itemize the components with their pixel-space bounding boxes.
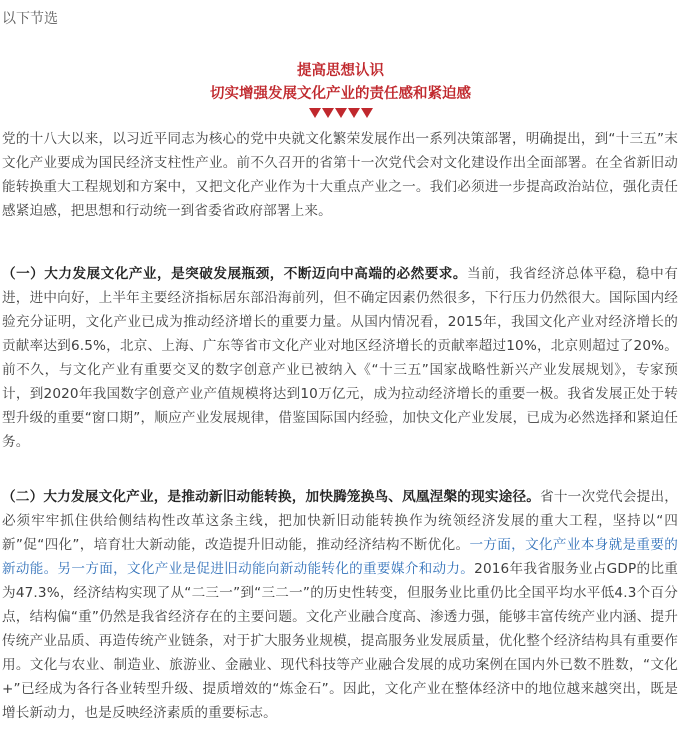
- paragraph-one: [2, 262, 678, 454]
- paragraph-two-body-after: 2016年我省服务业占GDP的比重为47.3%，经济结构实现了从“二三一”到“三二一”的历史性转变，但服务业比重仍比全国平均水平低4.3个百分点，结构偏“重”仍然是我省经济存在的主要问题。文化产业融合度高、渗透力强，能够丰富传统产业内涵、提升传统产业品质、再造传统产业链条，对于扩大服务业规模，提高服务业发展质量，优化整个经济结构具有重要作用。文化与农业、制造业、旅游业、金融业、现代科技等产业融合发展的成功案例在国内外已数不胜数，“文化+”已经成为各行各业转型升级、提质增效的“炼金石”。因此，文化产业在整体经济中的地位越来越突出，既是增长新动力，也是反映经济素质的重要标志。: [2, 561, 678, 721]
- paragraph-one-body: 当前，我省经济总体平稳，稳中有进，进中向好，上半年主要经济指标居东部沿海前列，但不确定因素仍然很多，下行压力仍然很大。国际国内经验充分证明，文化产业已成为推动经济增长的重要力量。从国内情况看，2015年，我国文化产业对经济增长的贡献率达到6.5%，北京、上海、广东等省市文化产业对地区经济增长的贡献率超过10%，北京则超过了20%。前不久，与文化产业有重要交叉的数字创意产业已被纳入《“十三五”国家战略性新兴产业发展规划》，专家预计，到2020年我国数字创意产业产值规模将达到10万亿元，成为拉动经济增长的重要一极。我省发展正处于转型升级的重要“窗口期”，顺应产业发展规律，借鉴国际国内经验，加快文化产业发展，已成为必然选择和紧迫任务。: [2, 266, 678, 450]
- section-heading: [0, 60, 681, 118]
- paragraph-two: [2, 485, 678, 725]
- paragraph-two-highlight: 一方面，文化产业本身就是重要的新动能。另一方面，文化产业是促进旧动能向新动能转化的重要媒介和动力。: [2, 537, 679, 577]
- down-triangle-icon: [309, 108, 321, 118]
- heading-decoration: [0, 108, 681, 118]
- heading-line-1: 提高思想认识: [297, 63, 384, 79]
- paragraph-two-body-before: 省十一次党代会提出，必须牢牢抓住供给侧结构性改革这条主线，把加快新旧动能转换作为统领经济发展的重大工程，坚持以“四新”促“四化”，培育壮大新动能，改造提升旧动能，推动经济结构不断优化。: [2, 489, 678, 553]
- down-triangle-icon: [335, 108, 347, 118]
- paragraph-intro: 党的十八大以来，以习近平同志为核心的党中央就文化繁荣发展作出一系列决策部署，明确提出，到“十三五”末文化产业要成为国民经济支柱性产业。前不久召开的省第十一次党代会对文化建设作出全面部署。在全省新旧动能转换重大工程规划和方案中，又把文化产业作为十大重点产业之一。我们必须进一步提高政治站位，强化责任感紧迫感，把思想和行动统一到省委省政府部署上来。: [2, 131, 678, 219]
- down-triangle-icon: [322, 108, 334, 118]
- down-triangle-icon: [348, 108, 360, 118]
- heading-line-2: 切实增强发展文化产业的责任感和紧迫感: [210, 86, 471, 102]
- paragraph-two-lead: （二）大力发展文化产业，是推动新旧动能转换，加快腾笼换鸟、凤凰涅槃的现实途径。: [2, 489, 541, 505]
- down-triangle-icon: [361, 108, 373, 118]
- intro-label: 以下节选: [2, 11, 58, 27]
- paragraph-one-lead: （一）大力发展文化产业，是突破发展瓶颈，不断迈向中高端的必然要求。: [2, 266, 467, 282]
